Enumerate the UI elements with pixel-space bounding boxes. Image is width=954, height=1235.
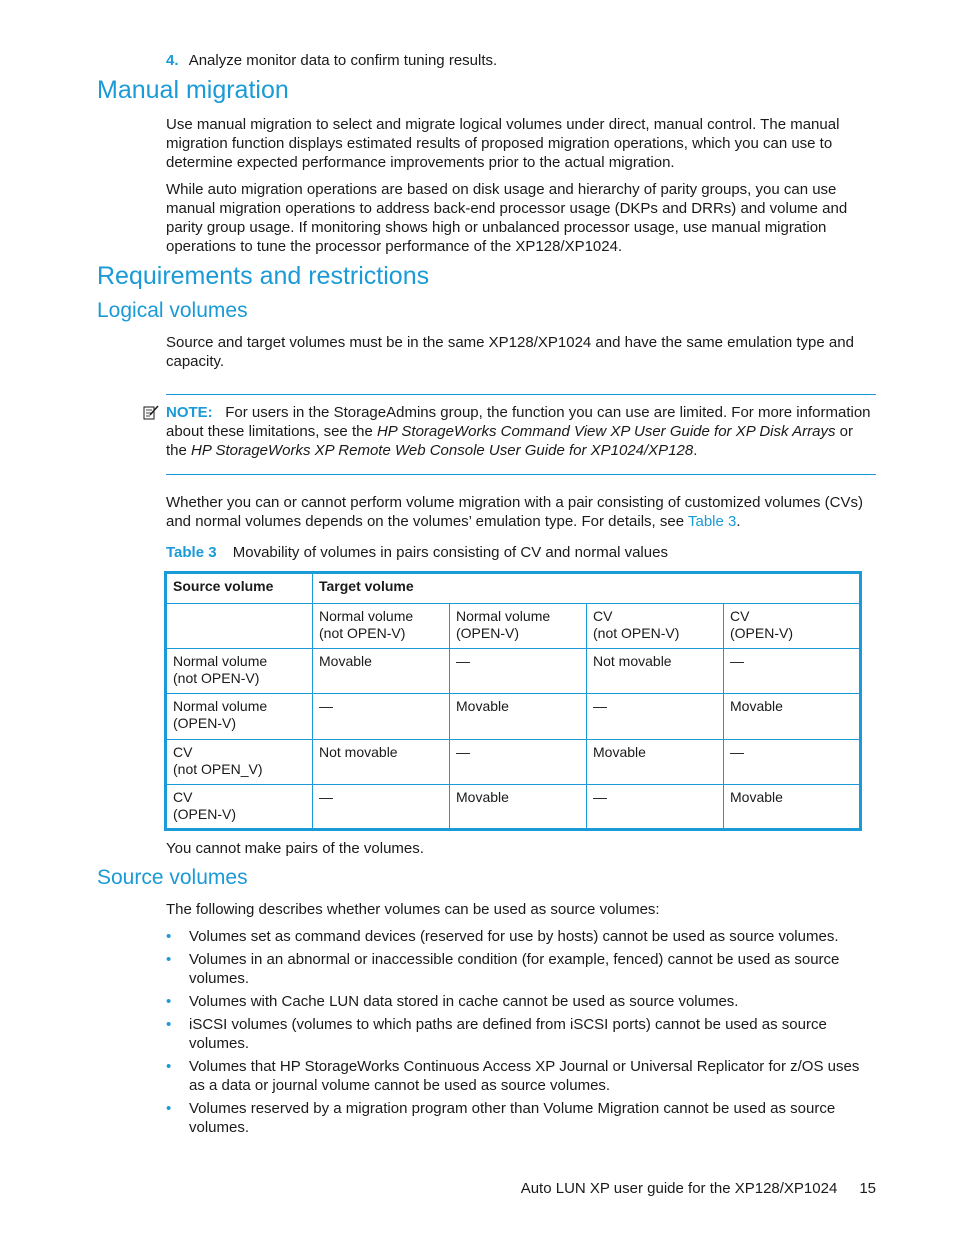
movability-table: [164, 571, 862, 831]
step-number: 4.: [166, 52, 179, 69]
source-line: CV: [173, 788, 193, 805]
table-cell: —: [450, 739, 587, 784]
source-line: (not OPEN-V): [173, 670, 260, 687]
table-cell: Movable: [587, 739, 724, 784]
header-source-volume: Source volume: [166, 573, 313, 604]
table-caption: [166, 543, 668, 562]
note-text: [166, 403, 876, 460]
table-cell: Not movable: [313, 739, 450, 784]
whether-end: .: [736, 513, 741, 530]
subheader-cell: [587, 604, 724, 649]
bullet-icon: •: [166, 1058, 172, 1075]
subheader-cell: [724, 604, 861, 649]
source-line: Normal volume: [173, 653, 268, 670]
table-3-link[interactable]: Table 3: [687, 513, 737, 530]
table-cell: —: [587, 784, 724, 829]
table-row: [166, 784, 861, 829]
table-header-row: [166, 573, 861, 604]
manual-migration-heading: Manual migration: [97, 76, 289, 104]
page-footer: [521, 1180, 876, 1197]
table-row: [166, 694, 861, 739]
note-ref-remote-web-console: HP StorageWorks XP Remote Web Console User Guide for XP1024/XP128: [191, 442, 694, 459]
bullet-icon: •: [166, 928, 172, 945]
whether-para: [166, 493, 874, 531]
bullet-icon: •: [166, 993, 172, 1010]
note-pencil-icon: [143, 404, 159, 420]
subheader-line: (OPEN-V): [456, 625, 519, 642]
subheader-line: Normal volume: [319, 608, 414, 625]
note-text-1: For users in the StorageAdmins group, the function you can use are limited. For more information about these limitations, see the: [166, 404, 871, 440]
note-ref-command-view: HP StorageWorks Command View XP User Guide for XP Disk Arrays: [376, 423, 836, 440]
list-item-text: Volumes in an abnormal or inaccessible condition (for example, fenced) cannot be used as source volumes.: [189, 951, 840, 987]
table-row: [166, 649, 861, 694]
logical-volumes-heading: Logical volumes: [97, 299, 248, 322]
footer-title: Auto LUN XP user guide for the XP128/XP1024: [520, 1180, 838, 1197]
subheader-line: (OPEN-V): [730, 625, 793, 642]
header-target-volume: Target volume: [313, 573, 861, 604]
table-row: [166, 739, 861, 784]
bullet-icon: •: [166, 1016, 172, 1033]
subheader-cell: [450, 604, 587, 649]
table-cell: —: [724, 649, 861, 694]
bullet-icon: •: [166, 1100, 172, 1117]
subheader-line: CV: [730, 608, 750, 625]
subheader-line: Normal volume: [456, 608, 551, 625]
row-source-cell: [166, 649, 313, 694]
source-line: (OPEN-V): [173, 805, 236, 822]
source-volumes-list: [166, 927, 876, 1141]
row-source-cell: [166, 739, 313, 784]
logical-volumes-para: Source and target volumes must be in the same XP128/XP1024 and have the same emulation type and capacity.: [166, 334, 854, 370]
note-label: NOTE:: [166, 404, 213, 421]
list-item: [166, 927, 876, 946]
row-source-cell: [166, 694, 313, 739]
list-item: [166, 1057, 876, 1095]
list-item: [166, 1015, 876, 1053]
subheader-cell: [313, 604, 450, 649]
subheader-line: CV: [593, 608, 613, 625]
list-item: [166, 1099, 876, 1137]
table-cell: Not movable: [587, 649, 724, 694]
manual-migration-para-1: Use manual migration to select and migrate logical volumes under direct, manual control. The manual migration function displays estimated results of proposed migration operations, which you can use to determine expected performance improvements prior to the actual migration.: [166, 116, 840, 171]
table-cell: Movable: [313, 649, 450, 694]
page-number: 15: [859, 1180, 876, 1197]
list-item-text: Volumes that HP StorageWorks Continuous Access XP Journal or Universal Replicator for z/OS uses as a data or journal volume cannot be used as source volumes.: [189, 1058, 860, 1094]
requirements-heading: Requirements and restrictions: [97, 262, 430, 290]
table-cell: Movable: [450, 694, 587, 739]
whether-text: Whether you can or cannot perform volume migration with a pair consisting of customized volumes (CVs) and normal volumes depends on the volumes’ emulation type. For details, see: [166, 494, 863, 530]
subheader-empty: [166, 604, 313, 649]
note-text-3: .: [693, 442, 698, 459]
table-cell: —: [450, 649, 587, 694]
list-item-text: iSCSI volumes (volumes to which paths are defined from iSCSI ports) cannot be used as source volumes.: [189, 1016, 827, 1052]
table-cell: —: [724, 739, 861, 784]
manual-migration-para-2: While auto migration operations are based on disk usage and hierarchy of parity groups, you can use manual migration operations to address back-end processor usage (DKPs and DRRs) and volume and parity group usage. If monitoring shows high or unbalanced processor usage, use manual migration operations to tune the processor performance of the XP128/XP1024.: [166, 181, 848, 255]
table-cell: —: [587, 694, 724, 739]
table-caption-text: Movability of volumes in pairs consisting of CV and normal values: [232, 544, 668, 561]
table-cell: Movable: [724, 694, 861, 739]
table-cell: —: [313, 784, 450, 829]
list-item-text: Volumes set as command devices (reserved for use by hosts) cannot be used as source volumes.: [189, 928, 839, 945]
table-caption-label: Table 3: [166, 544, 217, 561]
table-cell: Movable: [724, 784, 861, 829]
row-source-cell: [166, 784, 313, 829]
table-footnote: You cannot make pairs of the volumes.: [166, 840, 424, 857]
source-volumes-intro: The following describes whether volumes can be used as source volumes:: [166, 901, 660, 918]
table-cell: —: [313, 694, 450, 739]
step-4: [166, 51, 497, 70]
list-item: [166, 992, 876, 1011]
source-line: (OPEN-V): [173, 715, 236, 732]
source-volumes-heading: Source volumes: [97, 866, 248, 889]
list-item: [166, 950, 876, 988]
table-subheader-row: [166, 604, 861, 649]
bullet-icon: •: [166, 951, 172, 968]
note-bottom-rule: [166, 474, 876, 475]
note-text-2: or the: [166, 423, 853, 459]
step-text: Analyze monitor data to confirm tuning results.: [188, 52, 498, 69]
list-item-text: Volumes reserved by a migration program other than Volume Migration cannot be used as source volumes.: [189, 1100, 836, 1136]
source-line: (not OPEN_V): [173, 760, 263, 777]
source-line: CV: [173, 743, 193, 760]
note-top-rule: [166, 394, 876, 395]
subheader-line: (not OPEN-V): [593, 625, 680, 642]
source-line: Normal volume: [173, 698, 268, 715]
subheader-line: (not OPEN-V): [319, 625, 406, 642]
table-cell: Movable: [450, 784, 587, 829]
list-item-text: Volumes with Cache LUN data stored in cache cannot be used as source volumes.: [189, 993, 739, 1010]
